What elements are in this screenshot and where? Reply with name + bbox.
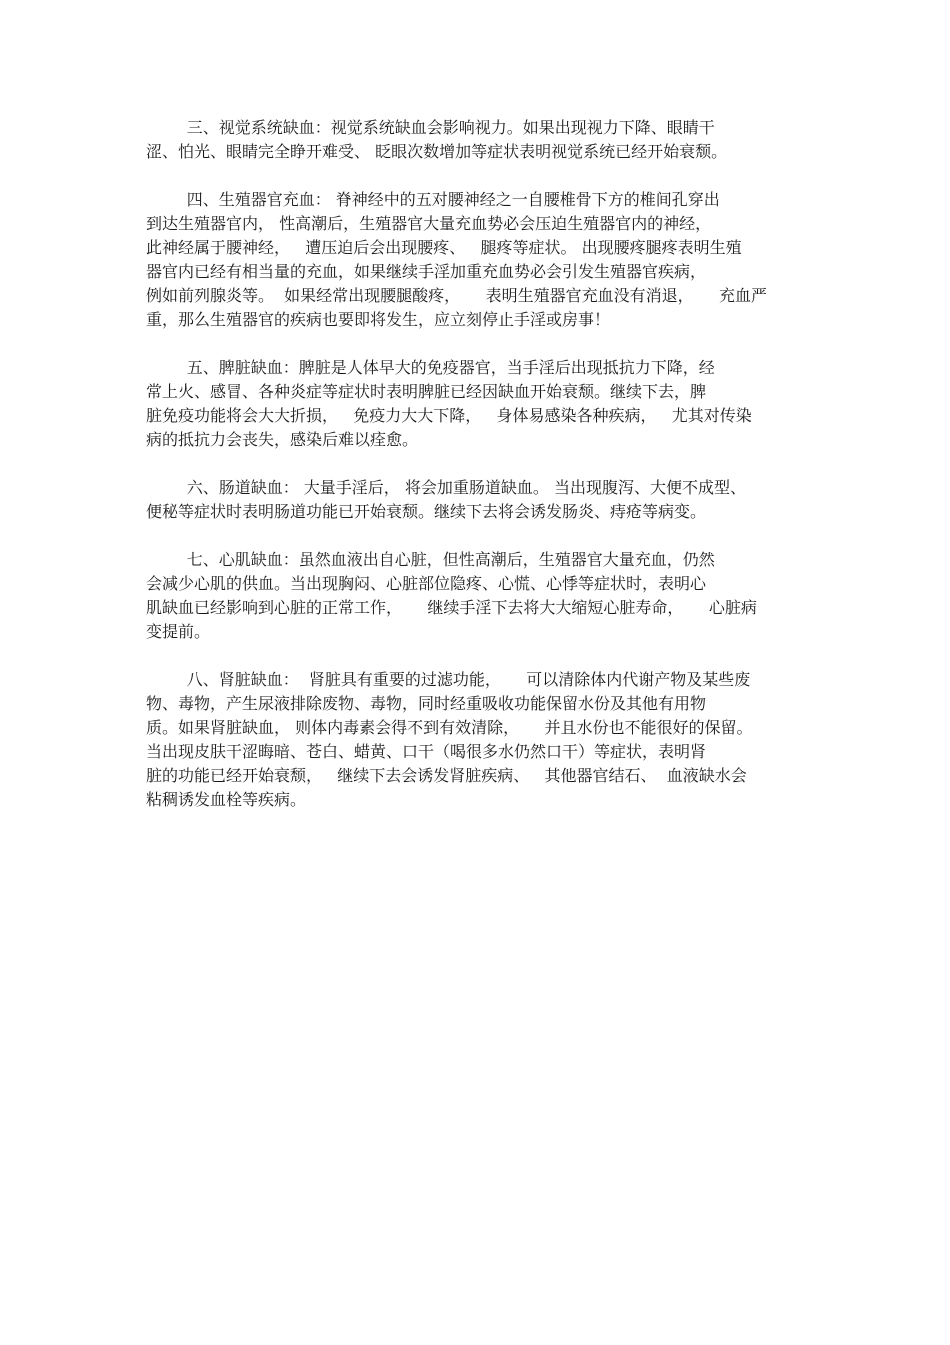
text-line: 肌缺血已经影响到心脏的正常工作， 继续手淫下去将大大缩短心脏寿命， 心脏病: [146, 598, 757, 617]
text-line: 六、肠道缺血： 大量手淫后， 将会加重肠道缺血。 当出现腹泻、大便不成型、: [146, 478, 746, 497]
text-line: 器官内已经有相当量的充血，如果继续手淫加重充血势必会引发生殖器官疾病，: [146, 262, 707, 281]
text-line: 物、毒物，产生尿液排除废物、毒物，同时经重吸收功能保留水份及其他有用物: [146, 694, 707, 713]
text-line: 五、脾脏缺血：脾脏是人体早大的免疫器官，当手淫后出现抵抗力下降，经: [146, 358, 715, 377]
text-line: 质。如果肾脏缺血， 则体内毒素会得不到有效清除， 并且水份也不能很好的保留。: [146, 718, 753, 737]
paragraph-intestine: [146, 476, 811, 524]
text-line: 粘稠诱发血栓等疾病。: [146, 790, 307, 809]
paragraph-spleen: [146, 356, 811, 452]
text-line: 八、肾脏缺血： 肾脏具有重要的过滤功能， 可以清除体内代谢产物及某些废: [146, 670, 751, 689]
paragraph-visual-system: [146, 116, 811, 164]
text-line: 常上火、感冒、各种炎症等症状时表明脾脏已经因缺血开始衰颓。继续下去，脾: [146, 382, 707, 401]
text-line: 七、心肌缺血：虽然血液出自心脏，但性高潮后，生殖器官大量充血，仍然: [146, 550, 715, 569]
text-line: 病的抵抗力会丧失，感染后难以痊愈。: [146, 430, 419, 449]
text-line: 涩、怕光、眼睛完全睁开难受、 眨眼次数增加等症状表明视觉系统已经开始衰颓。: [146, 142, 728, 161]
document-body: [146, 116, 811, 836]
paragraph-myocardium: [146, 548, 811, 644]
text-line: 四、生殖器官充血： 脊神经中的五对腰神经之一自腰椎骨下方的椎间孔穿出: [146, 190, 720, 209]
text-line: 到达生殖器官内， 性高潮后，生殖器官大量充血势必会压迫生殖器官内的神经，: [146, 214, 712, 233]
text-line: 例如前列腺炎等。 如果经常出现腰腿酸疼， 表明生殖器官充血没有消退， 充血严: [146, 286, 768, 305]
text-line: 变提前。: [146, 622, 211, 641]
text-line: 重，那么生殖器官的疾病也要即将发生，应立刻停止手淫或房事！: [146, 310, 611, 329]
text-line: 脏免疫功能将会大大折损， 免疫力大大下降， 身体易感染各种疾病， 尤其对传染: [146, 406, 752, 425]
text-line: 三、视觉系统缺血：视觉系统缺血会影响视力。如果出现视力下降、眼睛干: [146, 118, 715, 137]
text-line: 便秘等症状时表明肠道功能已开始衰颓。继续下去将会诱发肠炎、痔疮等病变。: [146, 502, 707, 521]
text-line: 会减少心肌的供血。当出现胸闷、心脏部位隐疼、心慌、心悸等症状时，表明心: [146, 574, 707, 593]
text-line: 此神经属于腰神经， 遭压迫后会出现腰疼、 腿疼等症状。 出现腰疼腿疼表明生殖: [146, 238, 742, 257]
paragraph-reproductive-organs: [146, 188, 811, 332]
text-line: 当出现皮肤干涩晦暗、苍白、蜡黄、口干（喝很多水仍然口干）等症状，表明肾: [146, 742, 707, 761]
text-line: 脏的功能已经开始衰颓， 继续下去会诱发肾脏疾病、 其他器官结石、 血液缺水会: [146, 766, 747, 785]
paragraph-kidney: [146, 668, 811, 812]
